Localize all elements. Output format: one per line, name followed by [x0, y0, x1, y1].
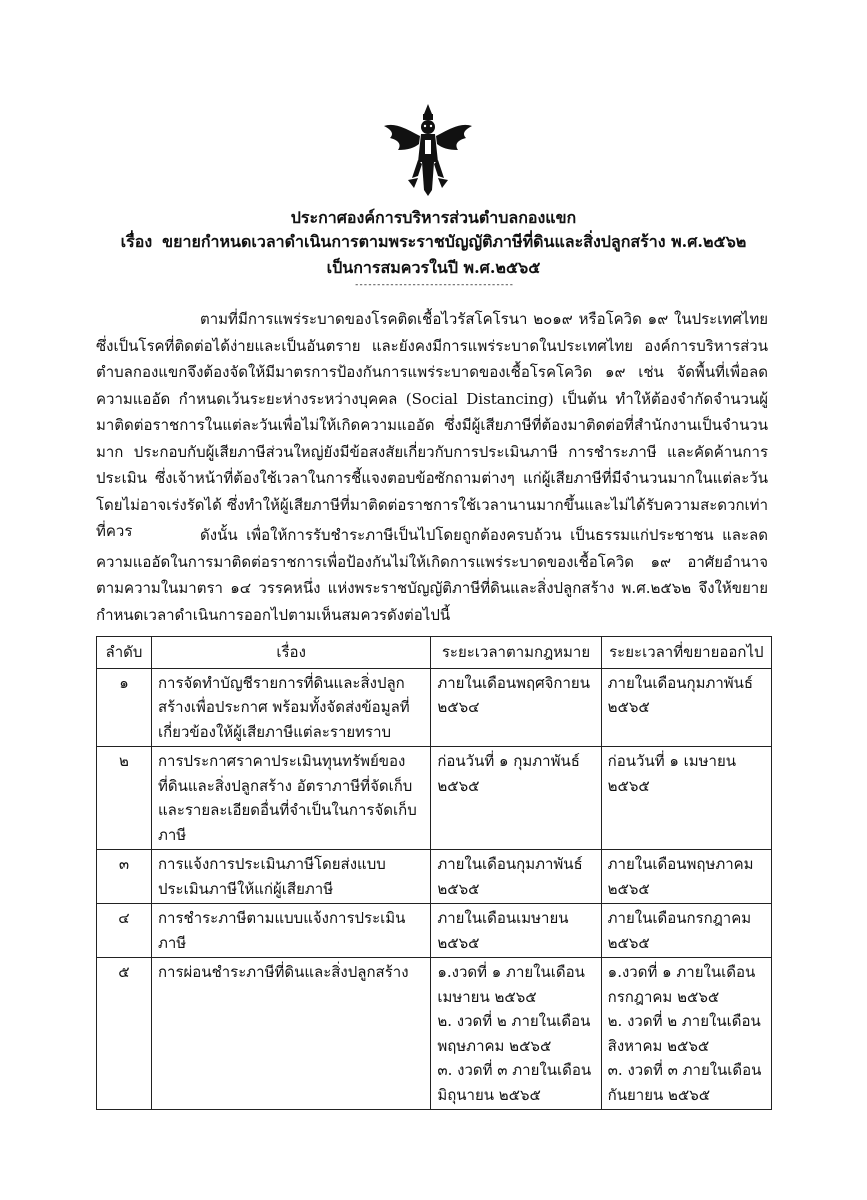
row-extended-period: ภายในเดือนกุมภาพันธ์ ๒๕๖๕	[601, 668, 771, 747]
row-number: ๑	[97, 668, 152, 747]
table-row	[97, 904, 772, 958]
subject-line	[0, 230, 867, 254]
row-subject: การชำระภาษีตามแบบแจ้งการประเมินภาษี	[151, 904, 430, 958]
schedule-table	[96, 636, 772, 1110]
table-row	[97, 850, 772, 904]
table-header-row	[97, 637, 772, 669]
row-extended-period: ภายในเดือนพฤษภาคม ๒๕๖๕	[601, 850, 771, 904]
garuda-emblem-icon	[378, 100, 478, 200]
row-number: ๒	[97, 747, 152, 850]
row-number: ๔	[97, 904, 152, 958]
row-subject: การแจ้งการประเมินภาษีโดยส่งแบบประเมินภาษีให้แก่ผู้เสียภาษี	[151, 850, 430, 904]
row-legal-period	[431, 958, 601, 1110]
table-row	[97, 958, 772, 1110]
installment-2: ๒. งวดที่ ๒ ภายในเดือนพฤษภาคม ๒๕๖๕	[437, 1012, 591, 1055]
row-subject: การจัดทำบัญชีรายการที่ดินและสิ่งปลูกสร้างเพื่อประกาศ พร้อมทั้งจัดส่งข้อมูลที่เกี่ยวข้องให้ผู้เสียภาษีแต่ละรายทราบ	[151, 668, 430, 747]
subject-line-2: เป็นการสมควรในปี พ.ศ.๒๕๖๕	[326, 258, 541, 277]
body-paragraph-1: ตามที่มีการแพร่ระบาดของโรคติดเชื้อไวรัสโคโรนา ๒๐๑๙ หรือโควิด ๑๙ ในประเทศไทยซึ่งเป็นโรคที่ติดต่อได้ง่ายและเป็นอันตราย และยังคงมีการแพร่ระบาดในประเทศไทย องค์การบริหารส่วนตำบลกองแขกจึงต้องจัดให้มีมาตรการป้องกันการแพร่ระบาดของเชื้อโรคโควิด ๑๙ เช่น จัดพื้นที่เพื่อลดความแออัด กำหนดเว้นระยะห่างระหว่างบุคคล (Social Distancing) เป็นต้น ทำให้ต้องจำกัดจำนวนผู้มาติดต่อราชการในแต่ละวันเพื่อไม่ให้เกิดความแออัด ซึ่งมีผู้เสียภาษีที่ต้องมาติดต่อที่สำนักงานเป็นจำนวนมาก ประกอบกับผู้เสียภาษีส่วนใหญ่ยังมีข้อสงสัยเกี่ยวกับการประเมินภาษี การชำระภาษี และคัดค้านการประเมิน ซึ่งเจ้าหน้าที่ต้องใช้เวลาในการชี้แจงตอบข้อซักถามต่างๆ แก่ผู้เสียภาษีที่มีจำนวนมากในแต่ละวันโดยไม่อาจเร่งรัดได้ ซึ่งทำให้ผู้เสียภาษีที่มาติดต่อราชการใช้เวลานานมากขึ้นและไม่ได้รับความสะดวกเท่าที่ควร	[96, 310, 768, 540]
row-extended-period: ก่อนวันที่ ๑ เมษายน ๒๕๖๕	[601, 747, 771, 850]
installment-3: ๓. งวดที่ ๓ ภายในเดือนมิถุนายน ๒๕๖๕	[437, 1061, 592, 1104]
row-extended-period: ภายในเดือนกรกฎาคม ๒๕๖๕	[601, 904, 771, 958]
table-row	[97, 747, 772, 850]
title-divider: ------------------------------------	[353, 280, 514, 290]
row-subject: การประกาศราคาประเมินทุนทรัพย์ของที่ดินและสิ่งปลูกสร้าง อัตราภาษีที่จัดเก็บ และรายละเอียดอื่นที่จำเป็นในการจัดเก็บภาษี	[151, 747, 430, 850]
header-subject: เรื่อง	[151, 637, 430, 669]
header-legal-period: ระยะเวลาตามกฎหมาย	[431, 637, 601, 669]
row-legal-period: ภายในเดือนกุมภาพันธ์ ๒๕๖๕	[431, 850, 601, 904]
installment-3: ๓. งวดที่ ๓ ภายในเดือนกันยายน ๒๕๖๕	[607, 1061, 762, 1104]
row-extended-period	[601, 958, 771, 1110]
row-legal-period: ภายในเดือนเมษายน ๒๕๖๕	[431, 904, 601, 958]
header-number: ลำดับ	[97, 637, 152, 669]
row-legal-period: ก่อนวันที่ ๑ กุมภาพันธ์ ๒๕๖๕	[431, 747, 601, 850]
row-legal-period: ภายในเดือนพฤศจิกายน ๒๕๖๔	[431, 668, 601, 747]
installment-1: ๑.งวดที่ ๑ ภายในเดือนกรกฎาคม ๒๕๖๕	[607, 963, 756, 1006]
header-extended-period: ระยะเวลาที่ขยายออกไป	[601, 637, 771, 669]
row-subject: การผ่อนชำระภาษีที่ดินและสิ่งปลูกสร้าง	[151, 958, 430, 1110]
issuer-title: ประกาศองค์การบริหารส่วนตำบลกองแขก	[290, 208, 577, 227]
subject-label: เรื่อง	[120, 232, 153, 251]
row-number: ๕	[97, 958, 152, 1110]
body-paragraph-2: ดังนั้น เพื่อให้การรับชำระภาษีเป็นไปโดยถูกต้องครบถ้วน เป็นธรรมแก่ประชาชน และลดความแออัดในการมาติดต่อราชการเพื่อป้องกันไม่ให้เกิดการแพร่ระบาดของเชื้อโควิด ๑๙ อาศัยอำนาจตามความในมาตรา ๑๔ วรรคหนึ่ง แห่งพระราชบัญญัติภาษีที่ดินและสิ่งปลูกสร้าง พ.ศ.๒๕๖๒ จึงให้ขยายกำหนดเวลาดำเนินการออกไปตามเห็นสมควรดังต่อไปนี้	[96, 526, 768, 624]
subject-text: ขยายกำหนดเวลาดำเนินการตามพระราชบัญญัติภาษีที่ดินและสิ่งปลูกสร้าง พ.ศ.๒๕๖๒	[162, 232, 747, 251]
installment-1: ๑.งวดที่ ๑ ภายในเดือนเมษายน ๒๕๖๕	[437, 963, 585, 1006]
row-number: ๓	[97, 850, 152, 904]
table-row	[97, 668, 772, 747]
installment-2: ๒. งวดที่ ๒ ภายในเดือนสิงหาคม ๒๕๖๕	[607, 1012, 761, 1055]
